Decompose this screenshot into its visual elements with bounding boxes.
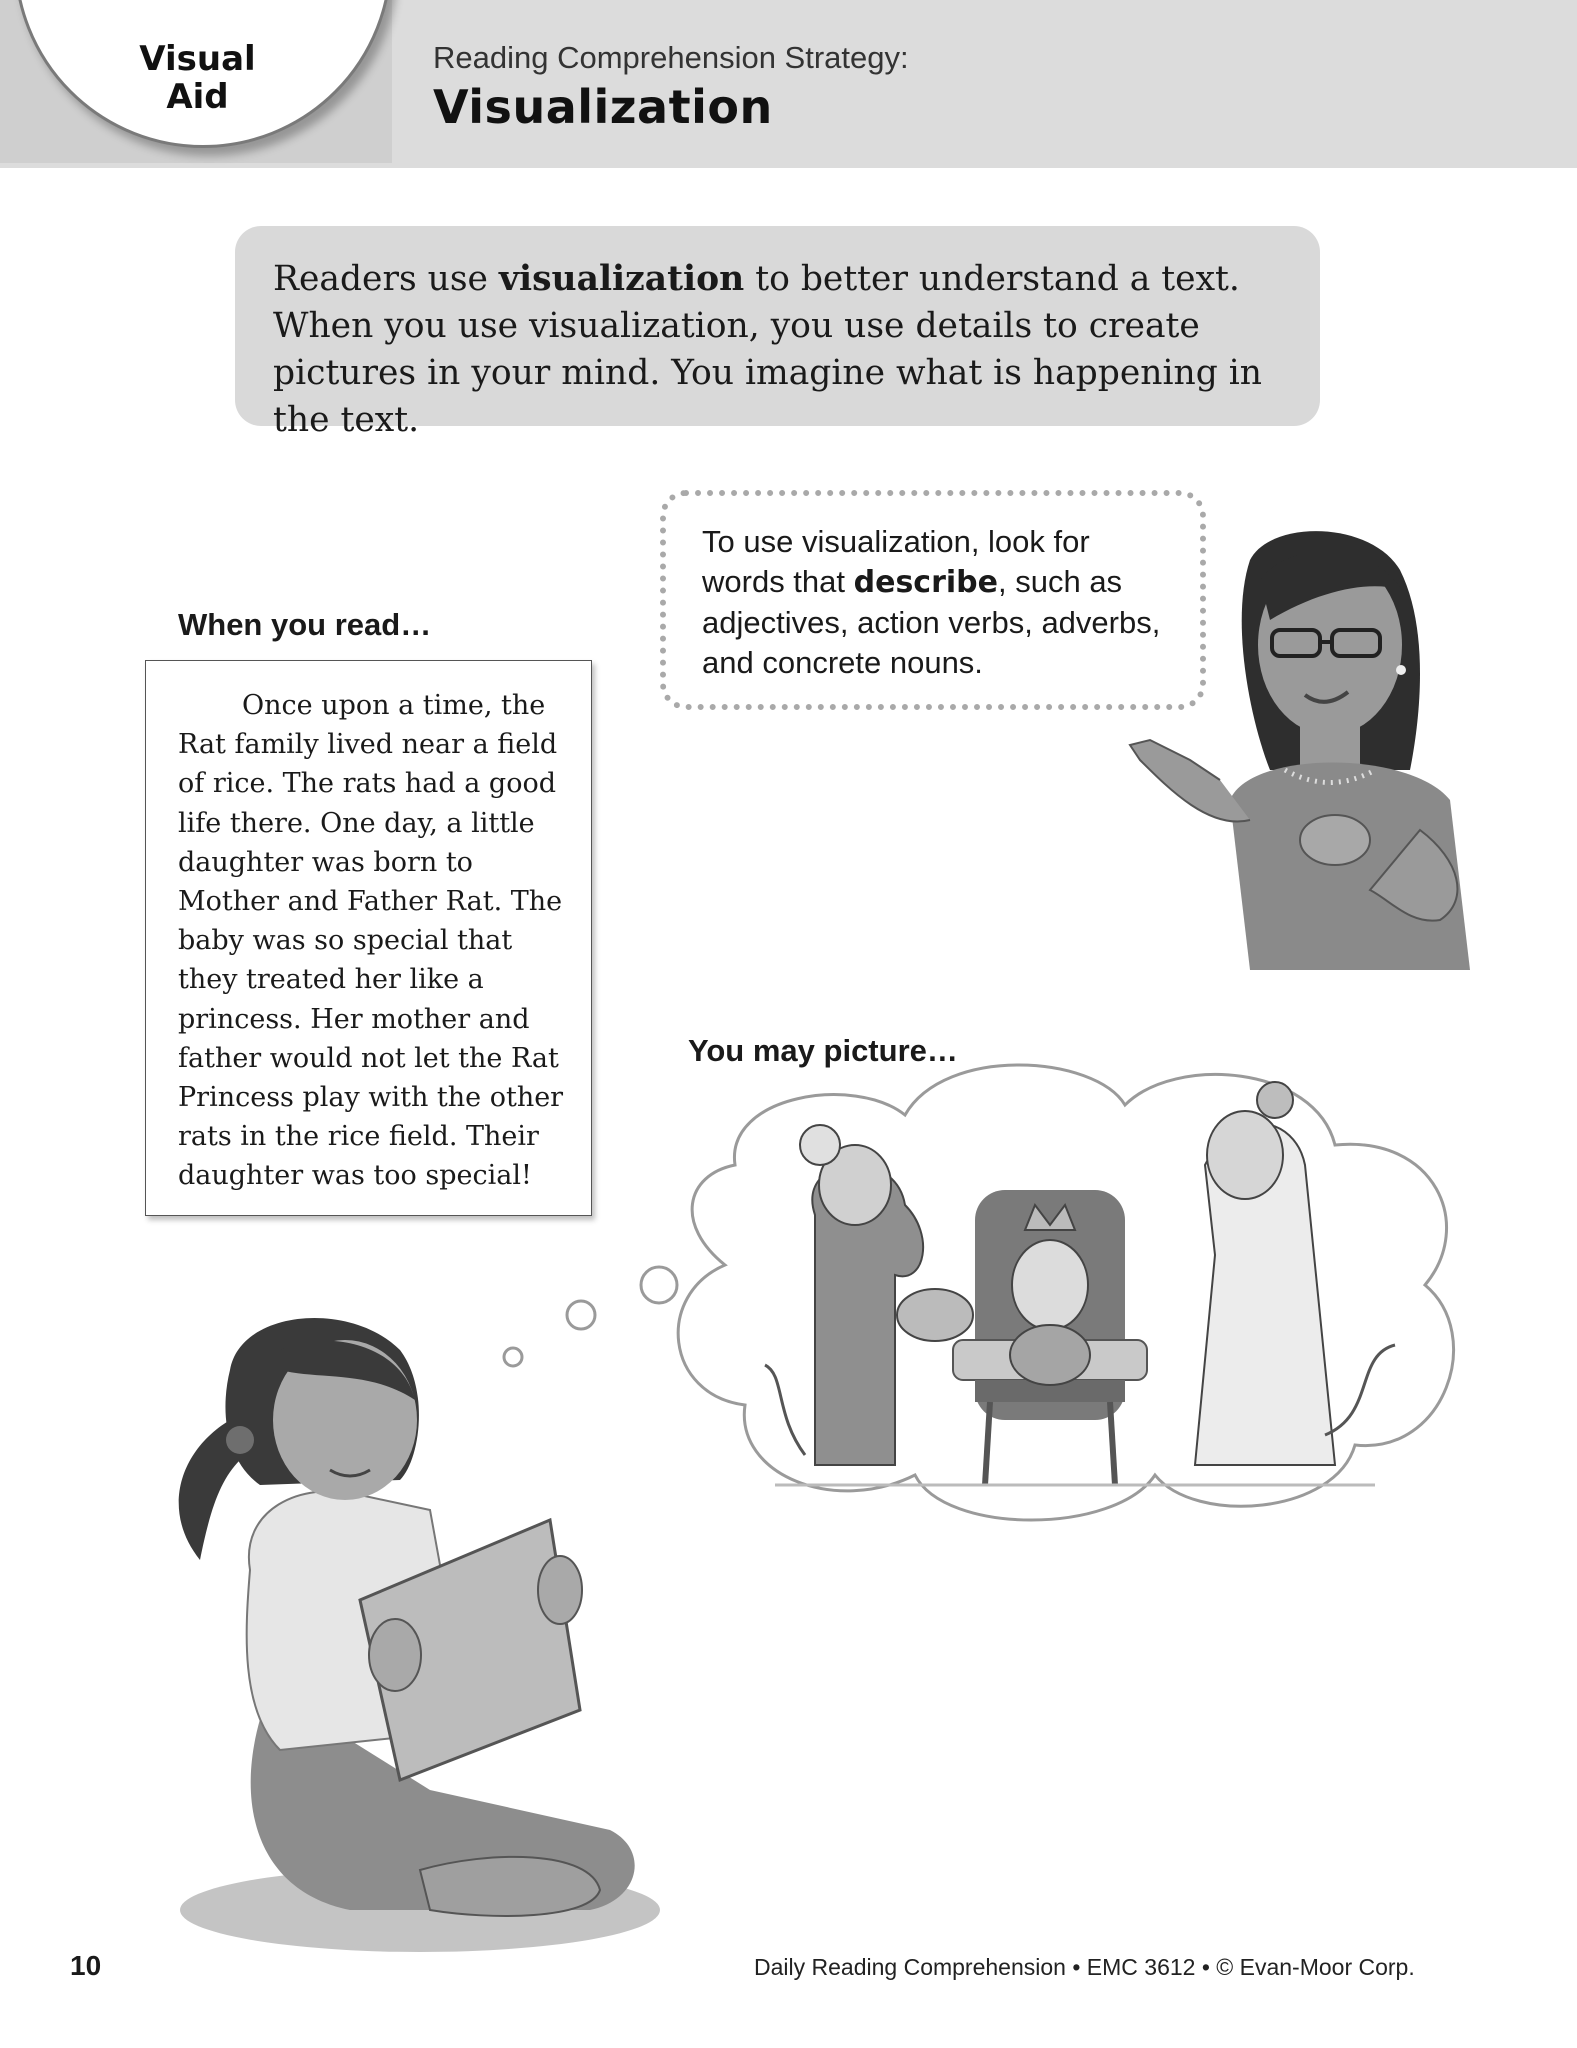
section-tag: Visual Aid <box>139 39 256 117</box>
page-number: 10 <box>70 1950 102 1981</box>
when-you-read-heading: When you read… <box>178 607 432 642</box>
strategy-label: Reading Comprehension Strategy: <box>433 40 909 75</box>
tip-text-start: To use visualization, look for words that <box>702 524 1090 599</box>
footer-credit: Daily Reading Comprehension • EMC 3612 • © Evan-Moor Corp. <box>754 1954 1415 1980</box>
definition-box <box>235 226 1320 440</box>
definition-text-start: Readers use <box>273 259 499 299</box>
you-may-picture-heading: You may picture… <box>688 1033 958 1068</box>
tip-text-end: , such as adjectives, action verbs, adverbs, and concrete nouns. <box>702 564 1161 680</box>
teacher-illustration <box>1120 530 1570 970</box>
page-title: Visualization <box>433 80 773 134</box>
tip-keyword: describe <box>853 565 998 600</box>
story-passage: Once upon a time, the Rat family lived near a field of rice. The rats had a good life there. One day, a little daughter was born to Mother and Father Rat. The baby was so special that they treated her like a princess. Her mother and father would not let the Rat Princess play with the other rats in the rice field. Their daughter was too special! <box>178 690 564 1192</box>
reading-girl-illustration <box>170 1310 690 1960</box>
definition-text-end: to better understand a text. When you use visualization, you use details to create pictures in your mind. You imagine what is happening in the text. <box>273 259 1263 440</box>
definition-keyword: visualization <box>498 259 745 299</box>
